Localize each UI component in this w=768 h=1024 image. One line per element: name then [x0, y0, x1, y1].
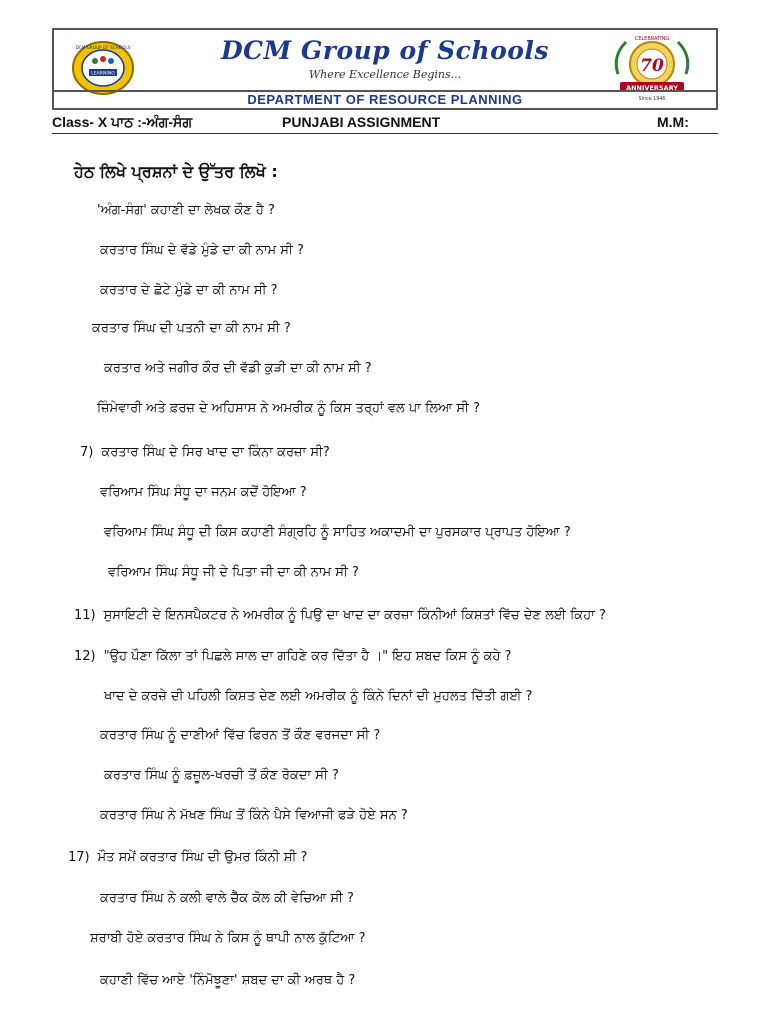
question-item — [92, 321, 291, 336]
question-item — [100, 973, 355, 988]
question-text: ਖਾਦ ਦੇ ਕਰਜ਼ੇ ਦੀ ਪਹਿਲੀ ਕਿਸ਼ਤ ਦੇਣ ਲਈ ਅਮਰੀਕ ਨੂੰ ਕਿੰਨੇ ਦਿਨਾਂ ਦੀ ਮੁਹਲਤ ਦਿੱਤੀ ਗਈ ? — [104, 689, 533, 704]
badge-top-text: CELEBRATING — [634, 36, 670, 42]
logo-left-text: DCM GROUP OF SCHOOLS — [75, 45, 131, 50]
question-item — [97, 401, 480, 416]
question-text: ਕਰਤਾਰ ਦੇ ਛੋਟੇ ਮੁੰਡੇ ਦਾ ਕੀ ਨਾਮ ਸੀ ? — [100, 283, 278, 298]
question-item — [100, 283, 278, 298]
badge-years: 70 — [640, 56, 664, 76]
question-item — [100, 808, 408, 823]
question-text: ਕਰਤਾਰ ਸਿੰਘ ਨੇ ਕਲੀ ਵਾਲੇ ਚੈੱਕ ਕੋਲ ਕੀ ਵੇਚਿਆ ਸੀ ? — [100, 891, 354, 906]
question-item — [108, 565, 359, 580]
question-item — [104, 689, 532, 704]
question-text: ਵਰਿਆਮ ਸਿੰਘ ਸੰਧੂ ਜੀ ਦੇ ਪਿਤਾ ਜੀ ਦਾ ਕੀ ਨਾਮ ਸੀ ? — [108, 565, 359, 580]
question-item — [104, 525, 571, 540]
department-bar: DEPARTMENT OF RESOURCE PLANNING — [54, 90, 716, 108]
instruction-heading: ਹੇਠ ਲਿਖੇ ਪ੍ਰਸ਼ਨਾਂ ਦੇ ਉੱਤਰ ਲਿਖੋ : — [74, 162, 278, 181]
school-tagline: Where Excellence Begins... — [308, 68, 462, 81]
header-rule — [52, 133, 718, 134]
logo-left-subtext: LEARNING — [91, 71, 115, 77]
info-row — [52, 112, 718, 132]
question-number: 12) — [74, 649, 96, 664]
question-text: 'ਅੰਗ-ਸੰਗ' ਕਹਾਣੀ ਦਾ ਲੇਖਕ ਕੌਣ ਹੈ ? — [97, 203, 275, 218]
assignment-title: PUNJABI ASSIGNMENT — [282, 114, 441, 130]
question-text: ਕਰਤਾਰ ਸਿੰਘ ਨੇ ਮੱਖਣ ਸਿੰਘ ਤੋਂ ਕਿੰਨੇ ਪੈਸੇ ਵਿਆਜੀ ਫੜੇ ਹੋਏ ਸਨ ? — [100, 808, 408, 823]
question-text: ਕਰਤਾਰ ਸਿੰਘ ਨੂੰ ਦਾਣੀਆਂ ਵਿੱਚ ਫਿਰਨ ਤੋਂ ਕੌਣ ਵਰਜਦਾ ਸੀ ? — [100, 728, 381, 743]
question-item — [100, 243, 304, 258]
question-item — [74, 608, 606, 623]
question-item — [74, 649, 511, 664]
question-text: ਕਰਤਾਰ ਸਿੰਘ ਨੂੰ ਫ਼ਜ਼ੂਲ-ਖਰਚੀ ਤੋਂ ਕੌਣ ਰੋਕਦਾ ਸੀ ? — [104, 768, 339, 783]
question-text: ਸ਼ਰਾਬੀ ਹੋਏ ਕਰਤਾਰ ਸਿੰਘ ਨੇ ਕਿਸ ਨੂੰ ਥਾਪੀ ਨਾਲ ਕੁੱਟਿਆ ? — [90, 931, 366, 946]
question-text: ਕਰਤਾਰ ਅਤੇ ਜਗੀਰ ਕੌਰ ਦੀ ਵੱਡੀ ਕੁੜੀ ਦਾ ਕੀ ਨਾਮ ਸੀ ? — [104, 361, 372, 376]
question-text: ਵਰਿਆਮ ਸਿੰਘ ਸੰਧੂ ਦਾ ਜਨਮ ਕਦੋਂ ਹੋਇਆ ? — [100, 485, 307, 500]
question-text: "ਉਹ ਪੌਣਾ ਕਿੱਲਾ ਤਾਂ ਪਿਛਲੇ ਸਾਲ ਦਾ ਗਹਿਣੇ ਕਰ ਦਿੱਤਾ ਹੈ ।" ਇਹ ਸ਼ਬਦ ਕਿਸ ਨੂੰ ਕਹੇ ? — [103, 649, 512, 664]
question-text: ਸੁਸਾਇਟੀ ਦੇ ਇਨਸਪੈਕਟਰ ਨੇ ਅਮਰੀਕ ਨੂੰ ਪਿਉ ਦਾ ਖਾਦ ਦਾ ਕਰਜ਼ਾ ਕਿੰਨੀਆਂ ਕਿਸ਼ਤਾਂ ਵਿੱਚ ਦੇਣ ਲਈ ਕਿਹਾ ? — [103, 608, 606, 623]
question-number: 17) — [68, 850, 90, 865]
question-item — [104, 768, 339, 783]
max-marks: M.M: — [657, 114, 689, 130]
question-number: 11) — [74, 608, 96, 623]
header-box — [52, 28, 718, 110]
question-text: ਕਰਤਾਰ ਸਿੰਘ ਦੇ ਵੱਡੇ ਮੁੰਡੇ ਦਾ ਕੀ ਨਾਮ ਸੀ ? — [100, 243, 304, 258]
question-item — [90, 931, 366, 946]
question-item — [68, 850, 307, 865]
question-item — [80, 445, 330, 460]
question-item — [100, 891, 354, 906]
question-text: ਕਰਤਾਰ ਸਿੰਘ ਦੀ ਪਤਨੀ ਦਾ ਕੀ ਨਾਮ ਸੀ ? — [92, 321, 291, 336]
question-item — [97, 203, 275, 218]
badge-since: Since 1946 — [638, 97, 666, 102]
class-chapter: Class- X ਪਾਠ :-ਅੰਗ-ਸੰਗ — [52, 114, 193, 130]
question-item — [100, 485, 307, 500]
question-text: ਕਰਤਾਰ ਸਿੰਘ ਦੇ ਸਿਰ ਖਾਦ ਦਾ ਕਿੰਨਾ ਕਰਜ਼ਾ ਸੀ? — [101, 445, 330, 460]
question-text: ਵਰਿਆਮ ਸਿੰਘ ਸੰਧੂ ਦੀ ਕਿਸ ਕਹਾਣੀ ਸੰਗ੍ਰਹਿ ਨੂੰ ਸਾਹਿਤ ਅਕਾਦਮੀ ਦਾ ਪੁਰਸਕਾਰ ਪ੍ਰਾਪਤ ਹੋਇਆ ? — [104, 525, 571, 540]
question-text: ਜ਼ਿੰਮੇਵਾਰੀ ਅਤੇ ਫ਼ਰਜ਼ ਦੇ ਅਹਿਸਾਸ ਨੇ ਅਮਰੀਕ ਨੂੰ ਕਿਸ ਤਰ੍ਹਾਂ ਵਲ ਪਾ ਲਿਆ ਸੀ ? — [97, 401, 480, 416]
question-item — [100, 728, 380, 743]
school-name: DCM Group of Schools — [220, 36, 550, 65]
question-item — [104, 361, 372, 376]
badge-label: ANNIVERSARY — [626, 83, 678, 92]
question-text: ਮੌਤ ਸਮੇਂ ਕਰਤਾਰ ਸਿੰਘ ਦੀ ਉਮਰ ਕਿੰਨੀ ਸੀ ? — [97, 850, 308, 865]
question-text: ਕਹਾਣੀ ਵਿੱਚ ਆਏ 'ਨਿੰਮੋਝੂਣਾ' ਸ਼ਬਦ ਦਾ ਕੀ ਅਰਥ ਹੈ ? — [100, 973, 356, 988]
question-number: 7) — [80, 445, 94, 460]
